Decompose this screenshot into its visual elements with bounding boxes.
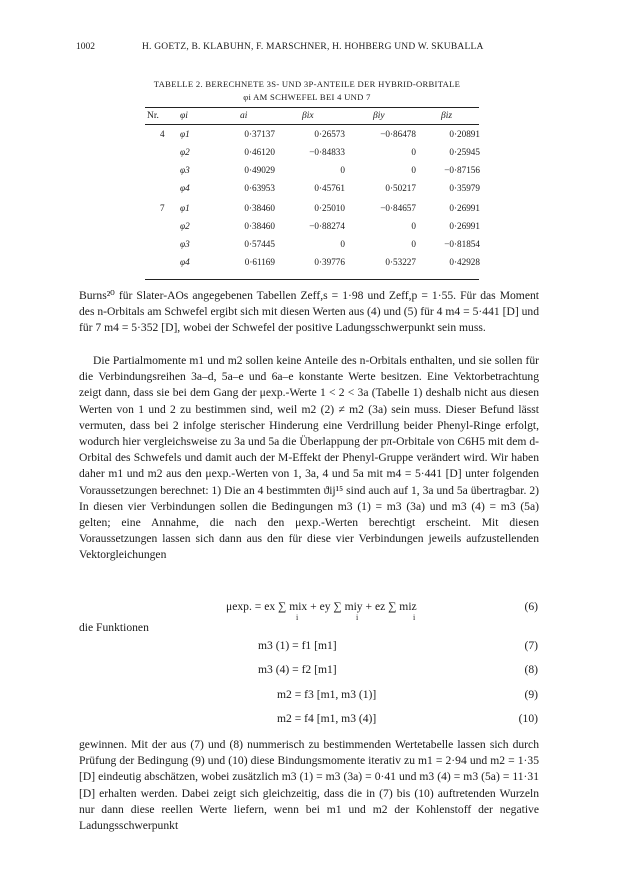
table-caption-line-1: TABELLE 2. BERECHNETE 3S- UND 3P-ANTEILE DER HYBRID-ORBITALE [153, 79, 461, 89]
table-top-rule [145, 107, 479, 108]
table-cell-beta-x: 0 [340, 239, 345, 249]
table-cell-a: 0·63953 [244, 183, 275, 193]
column-header-beta-y: βiy [373, 111, 385, 121]
table-cell-a: 0·38460 [244, 203, 275, 213]
table-cell-beta-y: 0 [411, 221, 416, 231]
table-cell-beta-z: 0·35979 [449, 183, 480, 193]
equation-10: m2 = f4 [m1, m3 (4)] [277, 712, 377, 725]
column-header-phi: φi [180, 111, 188, 121]
table-cell-beta-x: 0·39776 [314, 257, 345, 267]
table-cell-beta-z: 0·26991 [449, 203, 480, 213]
table-cell-phi: φ2 [180, 221, 190, 231]
running-header-authors: H. GOETZ, B. KLABUHN, F. MARSCHNER, H. HOHBERG UND W. SKUBALLA [142, 42, 484, 52]
table-cell-beta-y: 0 [411, 239, 416, 249]
group-number: 4 [160, 129, 165, 139]
table-cell-beta-z: 0·42928 [449, 257, 480, 267]
table-header-rule [145, 124, 479, 125]
body-text-block-1 [79, 288, 539, 337]
table-cell-beta-y: −0·84657 [380, 203, 416, 213]
table-cell-phi: φ1 [180, 203, 190, 213]
page-number: 1002 [76, 42, 95, 52]
table-cell-a: 0·61169 [244, 257, 275, 267]
table-cell-beta-y: −0·86478 [380, 129, 416, 139]
sum-index: i [356, 613, 359, 622]
group-number: 7 [160, 203, 165, 213]
equation-number-10: (10) [518, 712, 538, 725]
paragraph-burns: Burns²⁰ für Slater-AOs angegebenen Tabellen Zeff,s = 1·98 und Zeff,p = 1·55. Für das Moment des n-Orbitals am Schwefel ergibt sich mit diesen Werten aus (4) und (5) für 4 m4 = 5·441 [D] und für 7 m4 = 5·352 [D], wobei der Schwefel der positive Ladungsschwerpunkt sein muss. [79, 289, 539, 335]
table-cell-beta-x: −0·88274 [309, 221, 345, 231]
label-die-funktionen: die Funktionen [79, 621, 149, 634]
equation-number-6: (6) [524, 600, 538, 613]
paragraph-partialmomente: Die Partialmomente m1 und m2 sollen keine Anteile des n-Orbitals enthalten, und sie sollen für die Verbindungsreihen 3a–d, 5a–e und 6a–e konstante Werte besitzen. Eine Vektorbetrachtung zeigt dann, dass sie bei dem Gang der μexp.-Werte 1 < 2 < 3a (Tabelle 1) deshalb nicht aus diesen Werten von 1 und 2 zu bestimmen sind, weil m2 (2) ≠ m2 (3a) sein muss. Dieser Befund lässt vermuten, dass bei 2 infolge sterischer Hinderung eine Verdrillung beider Phenyl-Ringe erfolgt, wodurch hier vergleichsweise zu 3a und 5a die Überlappung der pπ-Orbitale von C6H5 mit dem d-Orbital des Schwefels und damit auch der M-Effekt der Phenyl-Gruppe verändert wird. Wir haben daher m1 und m2 aus den μexp.-Werten von 1, 3a, 4 und 5a mit m4 = 5·441 [D] unter folgenden Voraussetzungen berechnet: 1) Die an 4 bestimmten ϑij¹⁵ sind auch auf 1, 3a und 5a übertragbar. 2) In diesen vier Verbindungen sollen die Bedingungen m3 (1) = m3 (3a) und m3 (4) = m3 (5a) gelten; eine Annahme, die nach den μexp.-Werten berechtigt erscheint. Mit diesen Voraussetzungen lassen sich dann aus den für diese vier Verbindungen jeweils aufzustellenden Vektorgleichungen [79, 354, 539, 562]
table-cell-beta-x: 0·25010 [314, 203, 345, 213]
table-caption-line-2: φi AM SCHWEFEL BEI 4 UND 7 [243, 92, 371, 102]
table-cell-beta-z: 0·25945 [449, 147, 480, 157]
table-cell-a: 0·49029 [244, 165, 275, 175]
table-cell-beta-x: −0·84833 [309, 147, 345, 157]
column-header-nr: Nr. [147, 111, 159, 121]
table-cell-beta-z: 0·20891 [449, 129, 480, 139]
table-cell-phi: φ1 [180, 129, 190, 139]
equation-number-9: (9) [524, 688, 538, 701]
table-cell-phi: φ4 [180, 257, 190, 267]
column-header-beta-z: βiz [441, 111, 453, 121]
table-cell-beta-y: 0 [411, 147, 416, 157]
table-cell-a: 0·46120 [244, 147, 275, 157]
table-cell-a: 0·37137 [244, 129, 275, 139]
equation-9: m2 = f3 [m1, m3 (1)] [277, 688, 377, 701]
body-text-block-3 [79, 737, 539, 834]
table-cell-a: 0·38460 [244, 221, 275, 231]
equation-number-7: (7) [524, 639, 538, 652]
table-cell-beta-y: 0 [411, 165, 416, 175]
table-bottom-rule [145, 279, 479, 280]
table-cell-phi: φ3 [180, 165, 190, 175]
body-text-block-2 [79, 353, 539, 564]
table-cell-beta-x: 0·26573 [314, 129, 345, 139]
equation-6: μexp. = ex ∑ mix + ey ∑ miy + ez ∑ miz [226, 600, 417, 613]
table-cell-beta-z: 0·26991 [449, 221, 480, 231]
table-cell-beta-y: 0·50217 [385, 183, 416, 193]
table-cell-beta-x: 0 [340, 165, 345, 175]
table-cell-phi: φ3 [180, 239, 190, 249]
equation-7: m3 (1) = f1 [m1] [258, 639, 337, 652]
table-cell-phi: φ4 [180, 183, 190, 193]
table-cell-beta-z: −0·81854 [444, 239, 480, 249]
sum-index: i [413, 613, 416, 622]
equation-number-8: (8) [524, 663, 538, 676]
table-cell-beta-y: 0·53227 [385, 257, 416, 267]
table-cell-beta-x: 0·45761 [314, 183, 345, 193]
table-cell-phi: φ2 [180, 147, 190, 157]
sum-index: i [296, 613, 299, 622]
equation-8: m3 (4) = f2 [m1] [258, 663, 337, 676]
paragraph-gewinnen: gewinnen. Mit der aus (7) und (8) nummerisch zu bestimmenden Wertetabelle lassen sich durch Prüfung der Bedingung (9) und (10) diese Bindungsmomente iterativ zu m1 = 2·94 und m2 = 1·35 [D] eindeutig abschätzen, wobei zusätzlich m3 (1) = m3 (3a) = 0·41 und m3 (4) = m3 (5a) = 11·31 [D] erhalten werden. Dabei zeigt sich gleichzeitig, dass die in (7) bis (10) auftretenden Wurzeln nur dann diese reellen Werte liefern, wenn bei m1 und m2 der Kohlenstoff der negative Ladungsschwerpunkt [79, 738, 539, 833]
table-cell-a: 0·57445 [244, 239, 275, 249]
column-header-beta-x: βix [302, 111, 314, 121]
column-header-a: ai [240, 111, 248, 121]
table-cell-beta-z: −0·87156 [444, 165, 480, 175]
